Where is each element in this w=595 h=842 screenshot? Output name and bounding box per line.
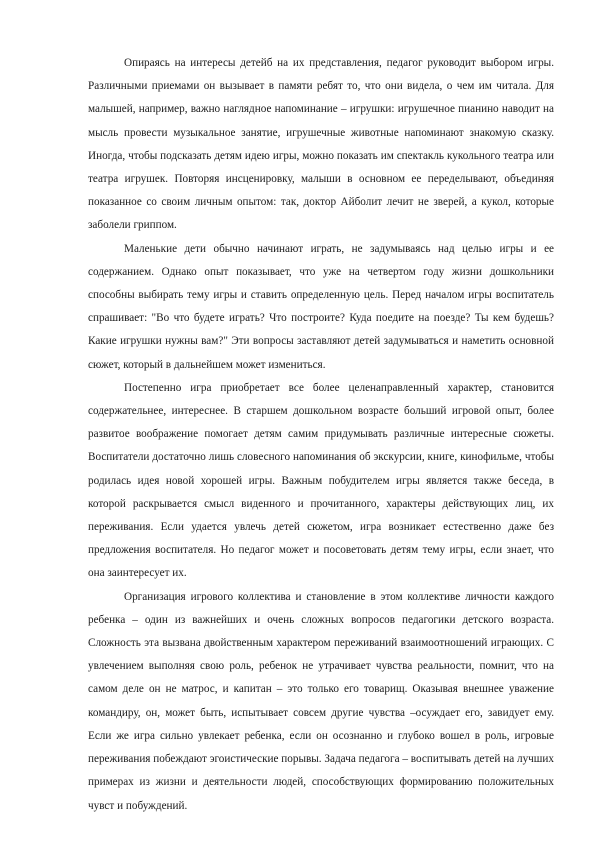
paragraph: Маленькие дети обычно начинают играть, не задумываясь над целью игры и ее содержанием. Однако опыт показывает, что уже на четвертом году жизни дошкольники способны выбирать тему игры и ставить определенную цель. Перед началом игры воспитатель спрашивает: "Во что будете играть? Что построите? Куда поедите на поезде? Ты кем будешь? Какие игрушки нужны вам?" Эти вопросы заставляют детей задумываться и наметить основной сюжет, который в дальнейшем может измениться. — [88, 242, 554, 371]
document-page — [88, 52, 554, 818]
paragraph: Опираясь на интересы детейб на их представления, педагог руководит выбором игры. Различными приемами он вызывает в памяти ребят то, что они видела, о чем им читала. Для малышей, например, важно наглядное напоминание – игрушки: игрушечное пианино наводит на мысль провести музыкальное занятие, игрушечные животные напоминают знакомую сказку. Иногда, чтобы подсказать детям идею игры, можно показать им спектакль кукольного театра или театра игрушек. Повторяя инсценировку, малыши в основном ее переделывают, объединяя показанное со своим личным опытом: так, доктор Айболит лечит не зверей, а кукол, которые заболели гриппом. — [88, 57, 554, 232]
paragraph: Организация игрового коллектива и становление в этом коллективе личности каждого ребенка – один из важнейших и очень сложных вопросов педагогики детского возраста. Сложность эта вызвана двойственным характером переживаний взаимоотношений играющих. С увлечением выполняя свою роль, ребенок не утрачивает чувства реальности, помнит, что на самом деле он не матрос, и капитан – это только его товарищ. Оказывая внешнее уважение командиру, он, может быть, испытывает совсем другие чувства –осуждает его, завидует ему. Если же игра сильно увлекает ребенка, если он осознанно и глубоко вошел в роль, игровые переживания побеждают эгоистические порывы. Задача педагога – воспитывать детей на лучших примерах из жизни и деятельности людей, способствующих формированию положительных чувст и побуждений. — [88, 590, 554, 812]
paragraph: Постепенно игра приобретает все более целенаправленный характер, становится содержательнее, интереснее. В старшем дошкольном возрасте больший игровой опыт, более развитое воображение помогает детям самим придумывать различные интересные сюжеты. Воспитатели достаточно лишь словесного напоминания об экскурсии, книге, кинофильме, чтобы родилась идея новой хорошей игры. Важным побудителем игры является также беседа, в которой раскрывается смысл виденного и прочитанного, характеры действующих лиц, их переживания. Если удается увлечь детей сюжетом, игра возникает естественно даже без предложения воспитателя. Но педагог может и посоветовать детям тему игры, если знает, что она заинтересует их. — [88, 381, 554, 580]
